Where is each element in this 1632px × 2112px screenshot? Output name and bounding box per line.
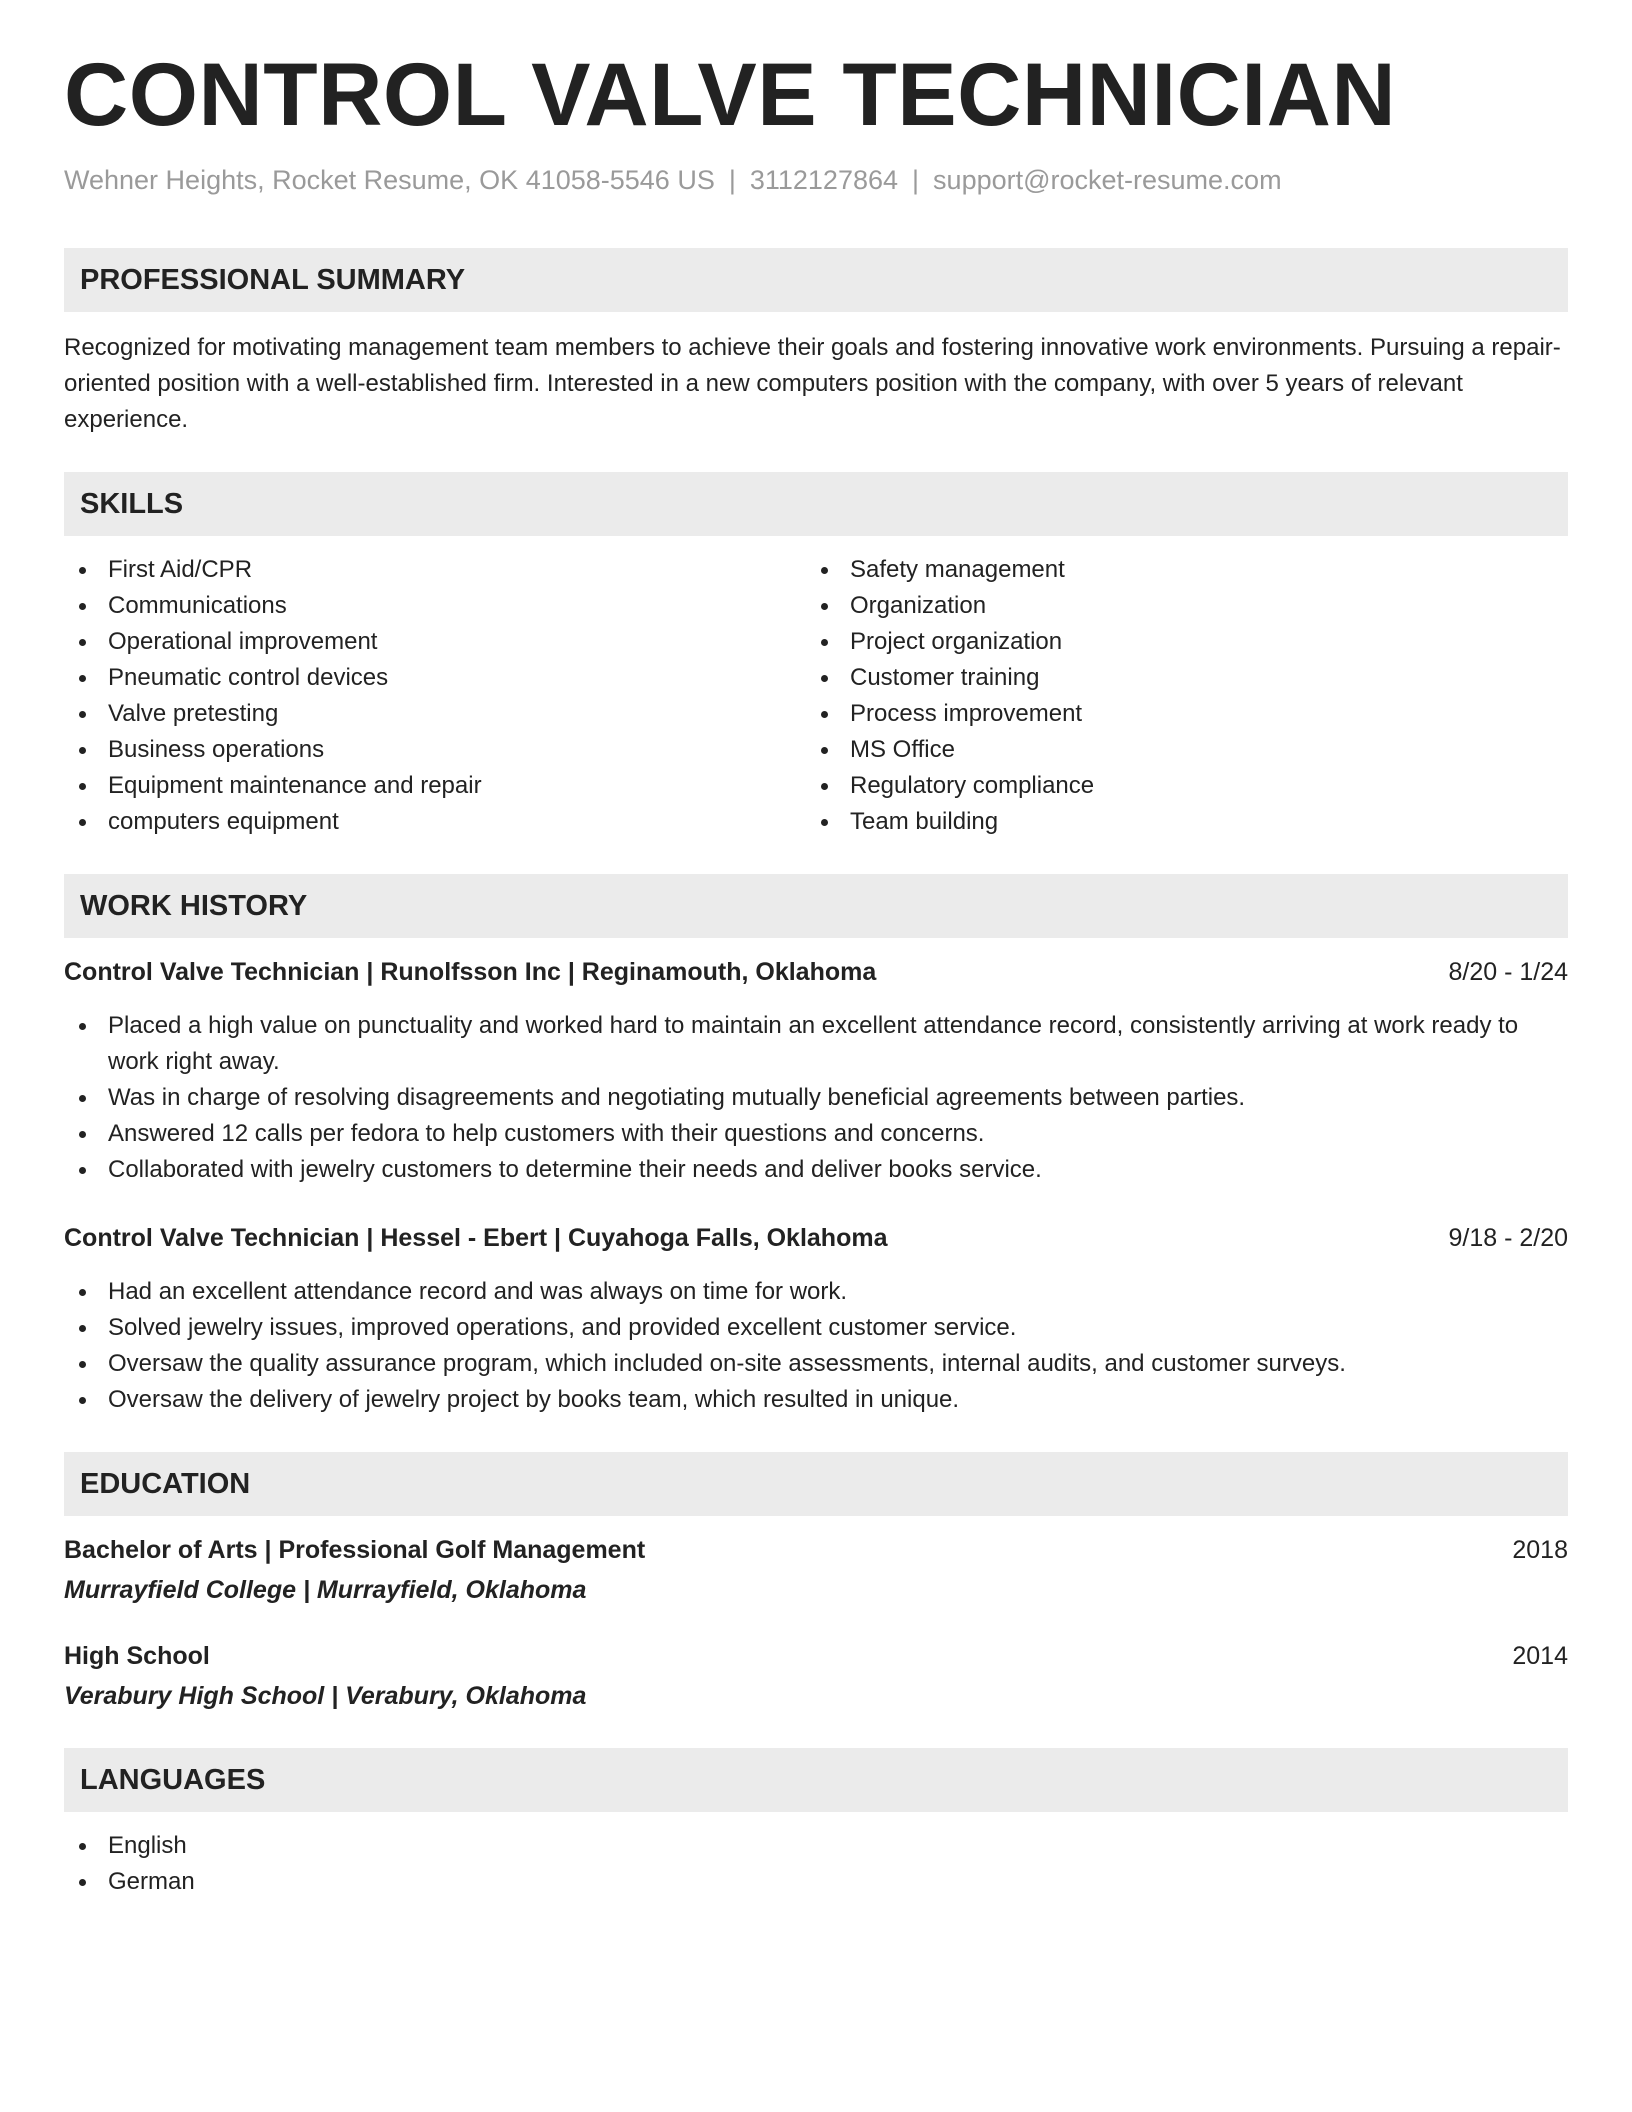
skills-column-right <box>806 552 1548 840</box>
skill-item: Safety management <box>806 552 1548 588</box>
skill-item: Communications <box>64 588 806 624</box>
phone: 3112127864 <box>749 165 899 195</box>
degree: Bachelor of Arts | Professional Golf Management <box>64 1536 646 1564</box>
skill-item: First Aid/CPR <box>64 552 806 588</box>
job-header <box>64 954 1568 990</box>
graduation-year: 2018 <box>1512 1536 1568 1564</box>
education-header <box>64 1638 1568 1674</box>
skills-column-left <box>64 552 806 840</box>
job-entry <box>64 1220 1568 1418</box>
job-bullet: Solved jewelry issues, improved operations, and provided excellent customer service. <box>64 1310 1568 1346</box>
summary-heading: PROFESSIONAL SUMMARY <box>64 248 1568 312</box>
skill-item: Team building <box>806 804 1548 840</box>
skill-item: Organization <box>806 588 1548 624</box>
skill-item: Equipment maintenance and repair <box>64 768 806 804</box>
skill-item: Pneumatic control devices <box>64 660 806 696</box>
job-bullet: Oversaw the delivery of jewelry project by books team, which resulted in unique. <box>64 1382 1568 1418</box>
education-entry <box>64 1532 1568 1608</box>
summary-text: Recognized for motivating management team members to achieve their goals and fostering innovative work environments. Pursuing a repair-oriented position with a well-established firm. Interested in a new computers position with the company, with over 5 years of relevant experience. <box>64 334 1561 433</box>
skill-item: Process improvement <box>806 696 1548 732</box>
job-bullet: Answered 12 calls per fedora to help customers with their questions and concerns. <box>64 1116 1568 1152</box>
separator: | <box>912 165 920 195</box>
address: Wehner Heights, Rocket Resume, OK 41058-5546 US <box>64 165 715 195</box>
school: Verabury High School | Verabury, Oklahoma <box>64 1682 587 1710</box>
skill-item: Regulatory compliance <box>806 768 1548 804</box>
job-title: Control Valve Technician | Runolfsson Inc | Reginamouth, Oklahoma <box>64 958 877 986</box>
education-header <box>64 1532 1568 1568</box>
skill-item: Project organization <box>806 624 1548 660</box>
job-bullet: Was in charge of resolving disagreements and negotiating mutually beneficial agreements between parties. <box>64 1080 1568 1116</box>
job-bullet: Had an excellent attendance record and was always on time for work. <box>64 1274 1568 1310</box>
job-entry <box>64 954 1568 1188</box>
education-entry <box>64 1638 1568 1714</box>
resume-page <box>64 44 1568 1900</box>
language-item: German <box>64 1864 1568 1900</box>
education-heading: EDUCATION <box>64 1452 1568 1516</box>
job-bullet: Collaborated with jewelry customers to determine their needs and deliver books service. <box>64 1152 1568 1188</box>
skill-item: Customer training <box>806 660 1548 696</box>
skill-item: Operational improvement <box>64 624 806 660</box>
skill-item: MS Office <box>806 732 1548 768</box>
job-dates: 8/20 - 1/24 <box>1448 958 1568 986</box>
skills-list <box>64 552 1568 840</box>
job-title: Control Valve Technician | Hessel - Ebert | Cuyahoga Falls, Oklahoma <box>64 1224 888 1252</box>
work-history-heading: WORK HISTORY <box>64 874 1568 938</box>
contact-line <box>64 165 1568 196</box>
degree: High School <box>64 1642 210 1670</box>
school: Murrayfield College | Murrayfield, Oklahoma <box>64 1576 587 1604</box>
email-link[interactable]: support@rocket-resume.com <box>933 165 1282 195</box>
skill-item: computers equipment <box>64 804 806 840</box>
job-dates: 9/18 - 2/20 <box>1448 1224 1568 1252</box>
job-bullet: Placed a high value on punctuality and worked hard to maintain an excellent attendance record, consistently arriving at work ready to work right away. <box>64 1008 1568 1080</box>
job-bullet: Oversaw the quality assurance program, which included on-site assessments, internal audits, and customer surveys. <box>64 1346 1568 1382</box>
candidate-name: CONTROL VALVE TECHNICIAN <box>64 44 1397 144</box>
job-header <box>64 1220 1568 1256</box>
graduation-year: 2014 <box>1512 1642 1568 1670</box>
languages-heading: LANGUAGES <box>64 1748 1568 1812</box>
job-bullets <box>64 1008 1568 1188</box>
language-item: English <box>64 1828 1568 1864</box>
separator: | <box>728 165 736 195</box>
job-bullets <box>64 1274 1568 1418</box>
skills-heading: SKILLS <box>64 472 1568 536</box>
languages-list <box>64 1828 1568 1900</box>
skill-item: Valve pretesting <box>64 696 806 732</box>
skill-item: Business operations <box>64 732 806 768</box>
